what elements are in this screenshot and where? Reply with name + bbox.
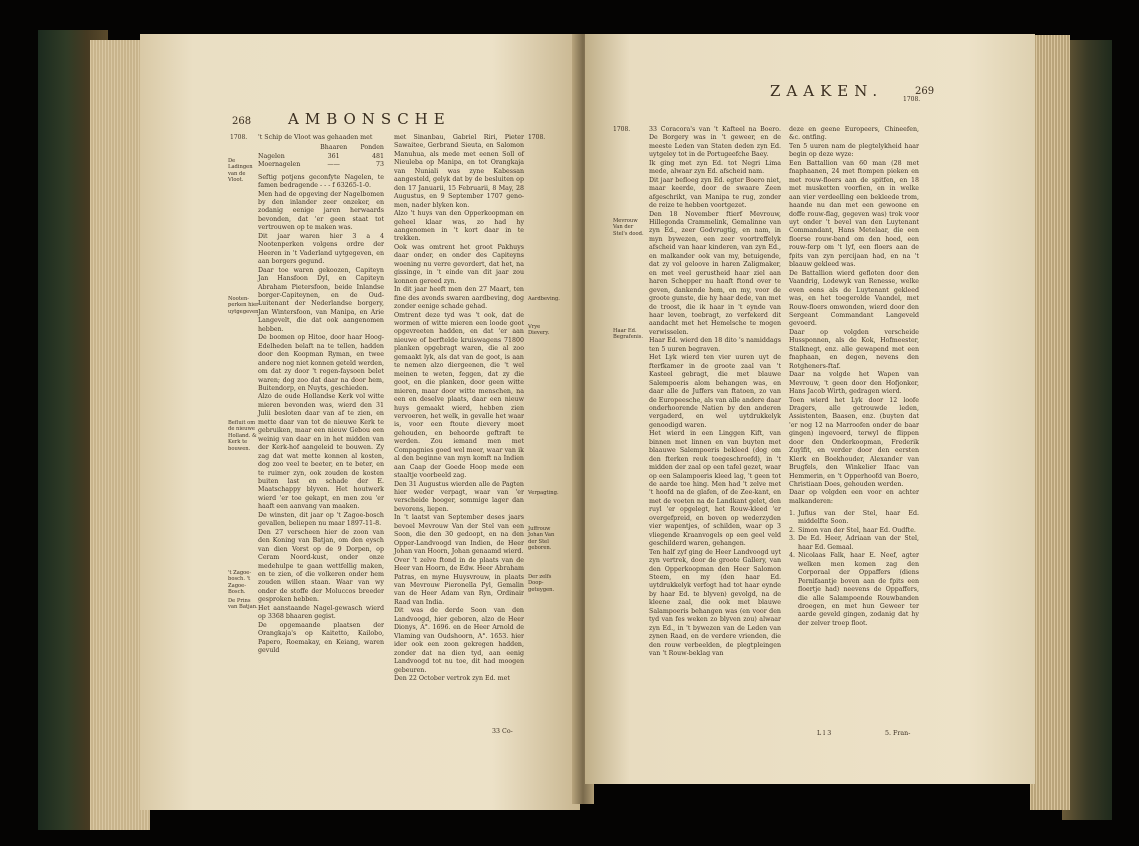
right-column-2	[789, 126, 919, 636]
right-page-edges	[1030, 35, 1070, 810]
table-row	[258, 153, 384, 161]
list-number: 3.	[789, 535, 796, 543]
catchword: 33 Co-	[492, 728, 513, 735]
right-year-marker: 1708.	[613, 126, 631, 133]
margin-note: 't Zagoe-bosch. 't Zagoe-Bosch.	[228, 570, 252, 596]
margin-note: De Prins van Batjan.	[228, 598, 258, 611]
margin-note: Befluit om de nieuwe Holland. & Kerk te bouwen.	[228, 420, 257, 452]
table-cell: ——	[327, 161, 340, 169]
intro-line: 't Schip de Vloot was gehaaden met	[258, 134, 373, 141]
left-year-marker-right: 1708.	[528, 134, 546, 141]
right-page-number: 269	[915, 86, 935, 97]
list-text: De Ed. Heer, Adriaan van der Stel, haar Ed. Gemaal.	[798, 535, 919, 551]
mourners-list	[789, 510, 919, 636]
table-header: Ponden	[360, 144, 384, 152]
left-running-head: AMBONSCHE	[288, 110, 451, 128]
margin-note: Nooten-perken hier uytgegeven.	[228, 296, 261, 315]
table-row	[258, 161, 384, 169]
list-number: 2.	[789, 526, 796, 534]
margin-note: Haar Ed. Begrafenis.	[613, 328, 644, 341]
list-number: 1.	[789, 510, 796, 517]
left-page	[140, 34, 580, 810]
table-cell: Moernagelen	[258, 161, 301, 169]
body-text: deze en geene Europeers, Chineefen, &c. ontfing. Ten 5 uuren nam de plegtelykheid haar begin op deze wyze: Een Battallion van 60 man (28 met fnaphaanen, 24 met ftompen pieken en met rouw-floers aan de spitfen, en 18 met musketten voorfien, en in welke aan vier verdeelling een bekleede trom, haande nu dan met een gewoone en doffe rouw-flag, gegeven was) trok voor uyt onder 't bevel van den Luytenant Commandant, Hans Metelaar, die een floerse rouw-band om den hoed, een rouw-ferp om 't lyf, een floers aan de fpits van zyn percijaan had, en na 't blaauw gekleed was. De Battallion wierd gefloten door den Vaandrig, Lodewyk van Renesse, welke even eens als de Luytenant gekleed was, en het toegerolde Vaandel, met Rouw-floers omwonden, wierd door den Sergeant Commandant Langeveld gevoerd. Daar op volgden verscheide Hussponnen, als de Kok, Hofmeester, Stalknegt, enz. alle gewapend met een fnaphaan, en degen, nevens den Rotgheners-ftaf. Daar na volgde het Wapen van Mevrouw, 't geen door den Hofjonker, Hans Jacob Wirth, gedragen wierd. Toen wierd het Lyk door 12 loofe Dragers, alle getrouwde leden, Assistenten, Baasen, enz. (buyten dat 'er nog 12 na Marroofen onder de baar gingen) ingevoerd, terwyl de flippen door den Onderkoopman, Frederik Zuylfit, en verder door den eersten Klerk en Boekhouder, Alexander van Brugfels, den Winkelier Ifaac van Hemmerin, en 't Opperhoofd van Boero, Christiaan Does, gehouden werden. Daar op volgden een voor en achter malkanderen:	[789, 126, 919, 505]
margin-note: Der zelfs Doop-getuygen.	[528, 574, 555, 593]
right-running-head: ZAAKEN.	[770, 82, 884, 100]
list-item	[789, 527, 919, 535]
body-text: 33 Coracora's van 't Kafteel na Boero. De Borgery was in 't geweer, en de meeste Leden van Staten deden zyn Ed. uytgeley tot in de Portugeefche Baey. Ik ging met zyn Ed. tot Negri Lima mede, alwaar zyn Ed. afscheid nam. Dit jaar befloeg zyn Ed. egter Boero niet, maar keerde, door de swaare Zeen afgeschrikt, van Manipa te rug, zonder de reize te hebben voortgezet. Den 18 November ftierf Mevrouw, Hillegonda Crammelink, Gemalinne van zyn Ed., zeer Godvrugtig, en nam, in myn bywezen, een zeer voortreffelyk afscheid van haar kinderen, van zyn Ed., en malkander ook van my, betuigende, dat zy vol geloove in haren Zaligmaker, en met veel gerustheid haar ziel aan haren Schepper nu haaft ftond over te geven, dankende hem, en my, voor de groote gunste, die hy haar dede, van met de troost, die ik haar in 't eynde van haar leven, toebragt, zo verfekerd dit aandacht met het Hemelsche te mogen verwisselen. Haar Ed. wierd den 18 dito 's namiddags ten 5 uuren begraven. Het Lyk wierd ten vier uuren uyt de fterfkamer in de groote zaal van 't Kasteel gebragt, die met blauwe Salempoeris alom behangen was, en daar alle de Juffers van ftatoen, zo van de Europeesche, als van alle andere daar onderhoorende Natien by den anderen vergaderd, en wel uytdrukkelyk genoodigd waren. Het wierd in een Linggen Kift, van binnen met linnen en van buyten met blaauwe Salempoeris bekleed (dog om den fterken reuk toegeschroefd), in 't midden der zaal op een tafel gezet, waar op een Salampoeris kleed lag, 't geen tot de aarde toe hing. Men had 't zelve met 't hoofd na de glafen, of de Zee-kant, en met de voeten na de Landkant gelet, den ruyl 'er opgelegt, het Rouw-kleed 'er overgefpreid, en boven op wederzyden vier wapentjes, of schilden, waar op 3 vliegende Kraanvogels op een geel veld geschilderd waren, gehangen. Ten half zyf ging de Heer Landvoogd uyt zyn vertrek, door de groote Gallery, van den Opperkoopman den Heer Salomon Steem, en my (den haar Ed. uytdrukkelyk verfogt had tot haar eynde by haar Ed. te blyven) gevolgd, na de kleene zaal, die ook met blauwe Salampoeris behangen was (en voor den tyd van fes weken zo blyven zou) alwaar zyn Ed., in 't bywezen van de Leden van zynen Raad, en de verdere vrienden, die den rouw verbeelden, de plegtpleingen van 't Rouw-beklag van	[649, 126, 781, 658]
table-header: Bhaaren	[320, 144, 348, 152]
body-text: Seftig potjens geconfyte Nagelen, te famen bedragende - - - f 63265-1-0. Men had de opgeving der Nagelbomen by den inlander zeer onzeker, en zodanig eenige jaren herwaards bevonden, dat 'er geen staat tot vertrouwen op te maken was. Dit jaar waren hier 3 a 4 Nootenperken volgens ordre der Heeren in 't Vaderland uytgegeven, en aan borgers gegund. Daar toe waren gekoozen, Capiteyn Jan Hansfoon Dyl, en Capiteyn Abraham Pietersfoon, beide Inlandse borger-Capiteynen, en de Oud-Luitenant der Nederlandse borgery, Jan Wintersfoon, van Manipa, en Arie Langevelt, die dat ook aangenomen hebben. De boomen op Hitoe, door haar Hoog-Edelheden belaft na te tellen, hadden door den Koopman Ryman, en twee andere nog niet konnen geteld werden, om dat zy door 't regen-faysoen belet waren; dog zoo dat daar na door hem, Buitendorp, en Nuyts, geschieden. Alzo de oude Hollandse Kerk vol witte mieren bevonden was, wierd den 31 Julii besloten daar van af te zien, en mette daar van tot de nieuwe Kerk te gebruiken, maar een nieuw Gebou een weinig van daar en in het midden van der Kerk-hof aangeleid te bouwen. Zy zag dat wat mette konnen al kosten, dog zoo veel te beeter, en te beter, en te ruimer zyn, ook zouden de kosten buiten last en schade der E. Maatschappy blyven. Het houtwerk wierd 'er toe gekapt, en men zou 'er haaft een aanvang van maaken. De winsten, dit jaar op 't Zagoe-bosch gevallen, beliepen nu maar 1897-11-8. Den 27 verscheen hier de zoon van den Koning van Batjan, om den eysch van dien Vorst op de 9 Dorpen, op Ceram Noord-kust, onder onze medehulpe te gaan wettfellig maken, en te zien, of die volkeren onder hem zouden willen staan. Waar van wy onder de stoffe der Moluccos breeder gesproken hebben. Het aanstaande Nagel-gewasch wierd op 3368 bhaaren gegist. De opgemaande plaatsen der Orangkaja's op Kaitetto, Kailobo, Papero, Roemakay, en Keiang, waren gevuld	[258, 173, 385, 655]
list-item	[789, 510, 919, 527]
table-cell: 481	[371, 152, 384, 160]
right-column-1	[649, 126, 781, 716]
list-item	[789, 552, 919, 636]
signature-mark: L l 3	[817, 730, 832, 737]
margin-note: Juffrouw Johan Van der Stel geboren.	[528, 526, 555, 552]
cargo-table	[258, 144, 384, 169]
catchword: 5. Fran-	[885, 730, 911, 737]
left-column-2	[394, 134, 524, 724]
left-year-marker: 1708.	[230, 134, 248, 141]
margin-note: Vrye Dievery.	[528, 324, 550, 337]
right-page	[585, 34, 1035, 784]
right-year-marker-right: 1708.	[903, 96, 921, 103]
list-text: Nicolaas Falk, haar E. Neef, agter welken men komen zag den Corporaal der Oppaffers (diens Pernifaantje boven aan de fpits een floertje had) neevens de Oppaffers, die alle Salampoende Rouwbanden droegen, en met hun Geweer ter aarde geveld gingen, zodanig dat hy der zelver troep floot.	[798, 552, 919, 627]
list-number: 4.	[789, 552, 796, 560]
list-item	[789, 535, 919, 552]
table-cell: Nagelen	[258, 152, 285, 160]
margin-note: Verpagting.	[528, 490, 559, 496]
table-cell: 73	[375, 161, 384, 169]
margin-note: Aardbeving.	[528, 296, 560, 302]
margin-note: De Ladingen van de Vloot.	[228, 158, 253, 184]
left-page-number: 268	[232, 116, 252, 127]
left-column-1	[258, 134, 384, 734]
list-text: Jufius van der Stel, haar Ed. middelfte Soon.	[798, 510, 919, 526]
list-text: Simon van der Stel, haar Ed. Oudfte.	[798, 526, 916, 534]
margin-note: Mevrouw Van der Stel's dood.	[613, 218, 644, 237]
table-cell: 361	[327, 152, 340, 160]
body-text: met Sinanbau, Gabriel Riri, Pieter Sawaitee, Gerbrand Sieuta, en Salomon Manuhua, als mede met eenen Soll of Nieuleba op Manipa, en tot Orangkaja van Nuniali was zyne Kabessan aangesteld, gelyk dat by de besluiten op den 17 Januarii, 15 Februarii, 8 May, 28 Augustus, en 9 September 1707 geno- men, nader blyken kon. Alzo 't huys van den Opperkoopman en geheel klaar was, zo had hy aangenomen in 't kort daar in te trekken. Ook was omtrent het groot Pakhuys daar onder, en onder des Capiteyns woening nu verre gevordert, dat het, na gissinge, in 't einde van dit jaar zou konnen gereed zyn. In dit jaar heeft men den 27 Maart, ten fine des avonds swaren aardbeving, dog zonder eenige schade gehad. Omtrent deze tyd was 't ook, dat de wormen of witte mieren een loode goot opgevreeten hadden, en dat 'er aan nieuwe of berftelde kruiswagens 71800 planken opgebragt waren, die al zoo gemaakt lyk, als dat van de goot, is aan te nemen alzo diergeenen, die 't wel meinen te weten, feggen, dat zy die goot, en die planken, door geen witte mieren, maar door witte menschen, na een en deselve plaats, daar een nieuw huys gemaakt wierd, hebben zien vervoeren, het welk, in gevalle het waar is, voor een ftoute dievery moet gehouden, en behoorde geftraft te werden. Zou iemand men met Compagnies goed wel meer, waar van ik al den beginne van myn komft na Indien aan Caap der Goede Hoop mede een staaltje voorbeeld zag. Den 31 Augustus wierden alle de Pagten hier weder verpagt, waar van 'er verscheide hooger, sommige lager dan bevorens, liepen. In 't laatst van September deses jaars bevoel Mevrouw Van der Stel van een Soon, die den 30 gedoopt, en na den Opper-Landvoogd van Indien, de Heer Johan van Hoorn, Johan genaamd wierd. Over 't zelve ftond in de plaats van de Heer van Hoorn, de Edw. Heer Abraham Patras, en myne Huysvrouw, in plaats van Mevrouw Pieronella Pyl, Gemalin van de Heer Adam van Ryn, Ordinair Raad van India. Dit was de derde Soon van den Landvoogd, hier geboren, alzo de Heer Dionys, A°. 1696. en de Heer Arnold de Vlaming van Oudshoorn, A°. 1653. hier ider ook een zoon gekregen hadden, zonder dat na dien tyd, aan eenig Landvoogd tot nu toe, dit had moogen gebeuren. Den 22 October vertrok zyn Ed. met	[394, 134, 524, 682]
